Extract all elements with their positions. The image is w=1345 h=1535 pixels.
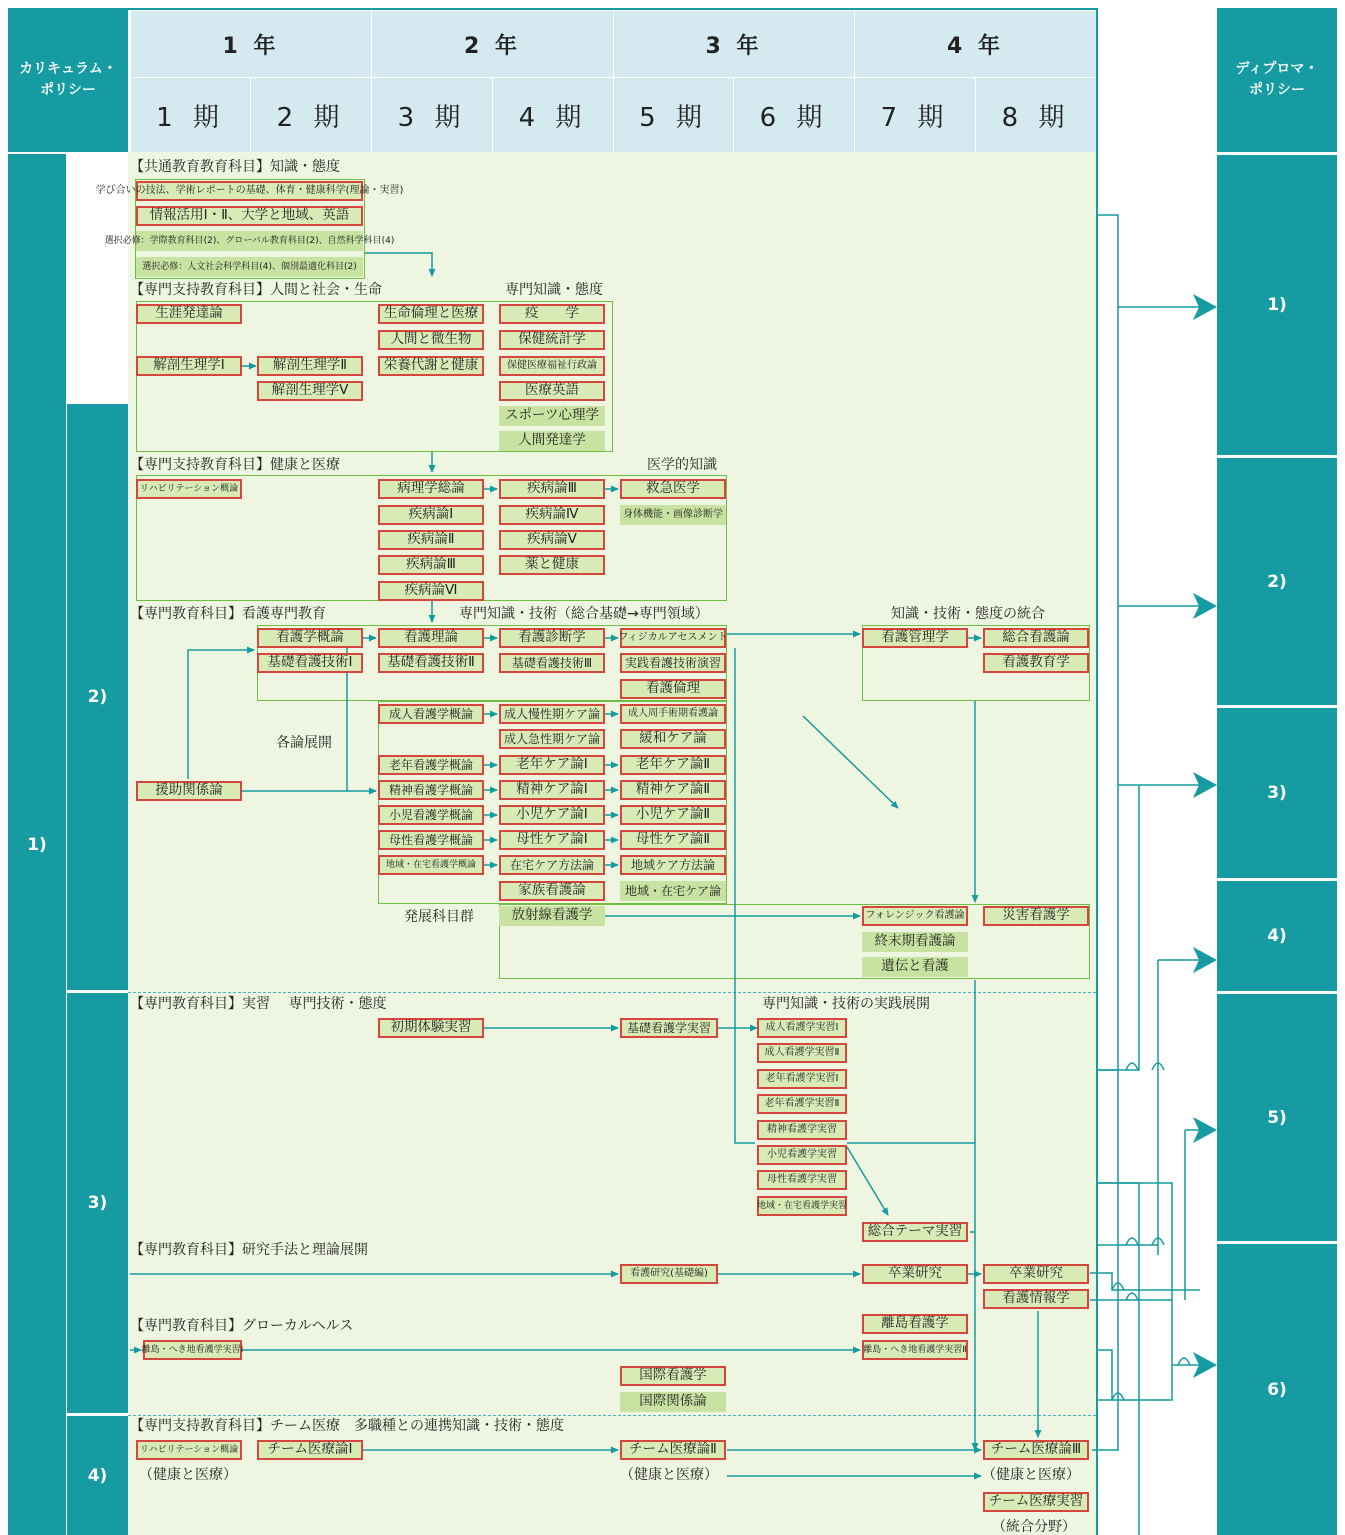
course-box: 老年ケア論Ⅰ xyxy=(499,755,605,775)
course-box: 看護倫理 xyxy=(620,679,726,699)
course-box: 疾病論Ⅲ xyxy=(378,555,484,575)
course-box: 疾病論Ⅱ xyxy=(378,530,484,550)
year-3: 3 年 xyxy=(613,10,854,77)
course-box: 保健医療福祉行政論 xyxy=(499,356,605,376)
cp-1: 1) xyxy=(8,154,66,1535)
course-box: チーム医療論Ⅱ xyxy=(620,1440,726,1460)
period-7: 7 期 xyxy=(854,77,975,152)
course-box: 遺伝と看護 xyxy=(862,957,968,977)
label-prof-skill: 専門知識・技術（総合基礎→専門領域） xyxy=(459,606,709,622)
course-box: 小児ケア論Ⅱ xyxy=(620,805,726,825)
course-box: 緩和ケア論 xyxy=(620,729,726,749)
course-box: 総合テーマ実習 xyxy=(862,1222,968,1242)
course-box: 人間と微生物 xyxy=(378,330,484,350)
course-box: 薬と健康 xyxy=(499,555,605,575)
course-box: 老年看護学実習Ⅱ xyxy=(757,1094,847,1114)
course-box: 国際看護学 xyxy=(620,1366,726,1386)
course-box: 看護理論 xyxy=(378,628,484,648)
period-5: 5 期 xyxy=(613,77,733,152)
course-box: 援助関係論 xyxy=(136,781,242,801)
course-box: 選択必修：学際教育科目(2)、グローバル教育科目(2)、自然科学科目(4) xyxy=(136,231,363,251)
label-med-knowledge: 医学的知識 xyxy=(647,457,717,473)
course-box: 疾病論Ⅳ xyxy=(499,505,605,525)
course-box: 災害看護学 xyxy=(983,906,1089,926)
course-box: 離島・へき地看護学実習Ⅱ xyxy=(862,1340,968,1360)
course-box: 精神ケア論Ⅱ xyxy=(620,780,726,800)
course-box: 医療英語 xyxy=(499,381,605,401)
course-box: 母性看護学概論 xyxy=(378,830,484,850)
period-8: 8 期 xyxy=(975,77,1096,152)
label-nursing: 【専門教育科目】看護専門教育 xyxy=(130,606,326,622)
course-box: 総合看護論 xyxy=(983,628,1089,648)
cp-header: カリキュラム・ ポリシー xyxy=(8,8,128,152)
dp-3: 3) xyxy=(1217,708,1337,878)
note-team-1: （健康と医療） xyxy=(139,1467,237,1483)
course-box: チーム医療論Ⅰ xyxy=(257,1440,363,1460)
course-box: 地域・在宅ケア論 xyxy=(620,881,726,901)
label-integration: 知識・技術・態度の統合 xyxy=(891,606,1045,622)
course-box: 卒業研究 xyxy=(862,1264,968,1284)
course-box: 精神看護学概論 xyxy=(378,780,484,800)
cp-2: 2) xyxy=(67,404,128,990)
course-box: 老年ケア論Ⅱ xyxy=(620,755,726,775)
cp-3: 3) xyxy=(67,993,128,1413)
course-box: 成人看護学概論 xyxy=(378,704,484,724)
course-box: 看護学概論 xyxy=(257,628,363,648)
period-1: 1 期 xyxy=(130,77,250,152)
note-team-2: （健康と医療） xyxy=(620,1467,718,1483)
course-box: 母性ケア論Ⅰ xyxy=(499,830,605,850)
course-box: 疾病論Ⅲ xyxy=(499,479,605,499)
course-box: 解剖生理学Ⅰ xyxy=(136,356,242,376)
label-research: 【専門教育科目】研究手法と理論展開 xyxy=(130,1242,368,1258)
course-box: 情報活用Ⅰ・Ⅱ、大学と地域、英語 xyxy=(136,206,363,226)
dp-6: 6) xyxy=(1217,1244,1337,1535)
course-box: 卒業研究 xyxy=(983,1264,1089,1284)
label-health: 【専門支持教育科目】健康と医療 xyxy=(130,457,340,473)
course-box: フォレンジック看護論 xyxy=(862,906,968,926)
course-box: 老年看護学概論 xyxy=(378,755,484,775)
course-box: 小児ケア論Ⅰ xyxy=(499,805,605,825)
course-box: 身体機能・画像診断学 xyxy=(620,505,726,525)
course-box: 地域ケア方法論 xyxy=(620,855,726,875)
course-box: 基礎看護技術Ⅱ xyxy=(378,653,484,673)
course-box: 成人慢性期ケア論 xyxy=(499,704,605,724)
course-box: 実践看護技術演習 xyxy=(620,653,726,673)
course-box: 基礎看護技術Ⅲ xyxy=(499,653,605,673)
course-box: 老年看護学実習Ⅰ xyxy=(757,1069,847,1089)
course-box: 成人急性期ケア論 xyxy=(499,729,605,749)
dp-4: 4) xyxy=(1217,881,1337,991)
year-1: 1 年 xyxy=(130,10,371,77)
note-team-3: （健康と医療） xyxy=(982,1467,1080,1483)
course-box: 基礎看護技術Ⅰ xyxy=(257,653,363,673)
course-box: 解剖生理学Ⅱ xyxy=(257,356,363,376)
course-box: リハビリテーション概論 xyxy=(136,1440,242,1460)
course-box: 小児看護学実習 xyxy=(757,1145,847,1165)
course-box: スポーツ心理学 xyxy=(499,406,605,426)
course-box: 選択必修：人文社会科学科目(4)、個別最適化科目(2) xyxy=(136,257,363,277)
course-box: 成人看護学実習Ⅰ xyxy=(757,1018,847,1038)
course-box: フィジカルアセスメント xyxy=(620,628,726,648)
course-box: 看護研究(基礎編) xyxy=(620,1264,718,1284)
course-box: 離島・へき地看護学実習Ⅰ xyxy=(143,1340,242,1360)
label-life: 【専門支持教育科目】人間と社会・生命 xyxy=(130,282,382,298)
year-2: 2 年 xyxy=(371,10,613,77)
label-common: 【共通教育教育科目】知識・態度 xyxy=(130,159,340,175)
course-box: 看護診断学 xyxy=(499,628,605,648)
course-box: 学び合いの技法、学術レポートの基礎、体育・健康科学(理論・実習) xyxy=(136,181,363,201)
course-box: 離島看護学 xyxy=(862,1314,968,1334)
course-box: 看護管理学 xyxy=(862,628,968,648)
course-box: 家族看護論 xyxy=(499,881,605,901)
period-3: 3 期 xyxy=(371,77,492,152)
course-box: 精神ケア論Ⅰ xyxy=(499,780,605,800)
course-box: 小児看護学概論 xyxy=(378,805,484,825)
course-box: 母性看護学実習 xyxy=(757,1170,847,1190)
course-box: 成人周手術期看護論 xyxy=(620,704,726,724)
course-box: チーム医療実習 xyxy=(983,1492,1089,1512)
course-box: 病理学総論 xyxy=(378,479,484,499)
course-box: 疫 学 xyxy=(499,304,605,324)
label-development: 発展科目群 xyxy=(404,909,474,925)
label-each-theory: 各論展開 xyxy=(276,735,332,751)
course-box: 成人看護学実習Ⅱ xyxy=(757,1043,847,1063)
course-box: 人間発達学 xyxy=(499,431,605,451)
dp-5: 5) xyxy=(1217,994,1337,1241)
dp-header: ディプロマ・ ポリシー xyxy=(1217,8,1337,152)
label-team: 【専門支持教育科目】チーム医療 多職種との連携知識・技術・態度 xyxy=(130,1418,564,1434)
course-box: 看護教育学 xyxy=(983,653,1089,673)
course-box: 生涯発達論 xyxy=(136,304,242,324)
year-4: 4 年 xyxy=(854,10,1096,77)
course-box: 救急医学 xyxy=(620,479,726,499)
course-box: 放射線看護学 xyxy=(499,906,605,926)
course-box: 解剖生理学Ⅴ xyxy=(257,381,363,401)
course-box: 保健統計学 xyxy=(499,330,605,350)
dp-2: 2) xyxy=(1217,458,1337,705)
note-team-4: （統合分野） xyxy=(992,1519,1076,1535)
course-box: 初期体験実習 xyxy=(378,1018,484,1038)
label-practicum: 【専門教育科目】実習 専門技術・態度 xyxy=(130,996,387,1012)
course-box: 精神看護学実習 xyxy=(757,1120,847,1140)
course-box: 終末期看護論 xyxy=(862,932,968,952)
period-4: 4 期 xyxy=(492,77,613,152)
course-box: 疾病論Ⅴ xyxy=(499,530,605,550)
label-prof-attitude: 専門知識・態度 xyxy=(505,282,603,298)
course-box: 国際関係論 xyxy=(620,1392,726,1412)
label-practice-dev: 専門知識・技術の実践展開 xyxy=(762,996,930,1012)
period-6: 6 期 xyxy=(733,77,854,152)
course-box: 疾病論Ⅰ xyxy=(378,505,484,525)
course-box: 基礎看護学実習 xyxy=(620,1018,718,1038)
course-box: 疾病論Ⅵ xyxy=(378,581,484,601)
course-box: 看護情報学 xyxy=(983,1289,1089,1309)
cp-4: 4) xyxy=(67,1416,128,1535)
course-box: 母性ケア論Ⅱ xyxy=(620,830,726,850)
course-box: 地域・在宅看護学概論 xyxy=(378,855,484,875)
label-glocal: 【専門教育科目】グローカルヘルス xyxy=(130,1318,354,1334)
course-box: リハビリテーション概論 xyxy=(136,479,242,499)
dp-1: 1) xyxy=(1217,155,1337,455)
period-2: 2 期 xyxy=(250,77,371,152)
course-box: チーム医療論Ⅲ xyxy=(983,1440,1089,1460)
course-box: 在宅ケア方法論 xyxy=(499,855,605,875)
course-box: 地域・在宅看護学実習 xyxy=(757,1196,847,1216)
course-box: 生命倫理と医療 xyxy=(378,304,484,324)
course-box: 栄養代謝と健康 xyxy=(378,356,484,376)
